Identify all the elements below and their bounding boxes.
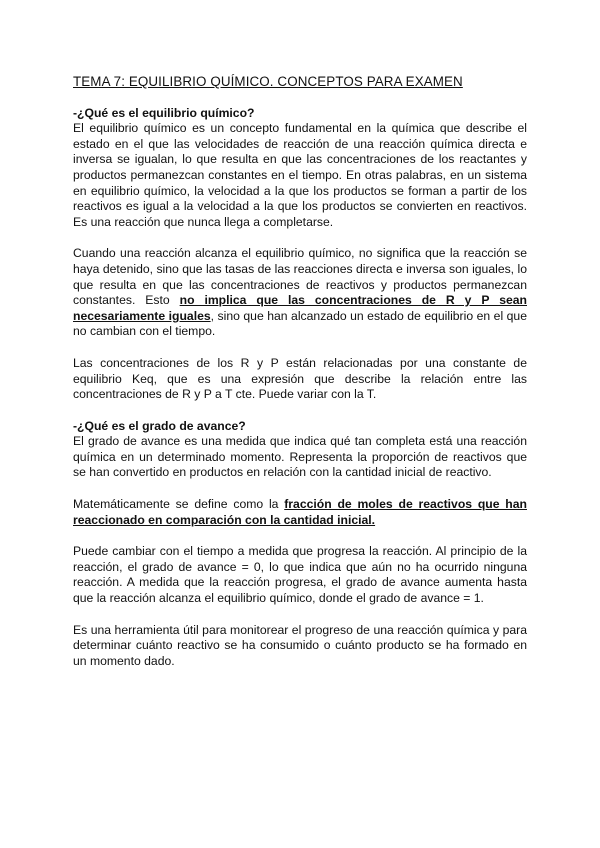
paragraph-equilibrio-no-detenido	[73, 246, 527, 340]
section-heading-equilibrio: -¿Qué es el equilibrio químico?	[73, 105, 255, 120]
emphasis-text: no implica que las concentraciones de R y P sean necesariamente iguales	[73, 293, 527, 323]
paragraph-text: , sino que han alcanzado un estado de equilibrio en el que no cambian con el tiempo.	[73, 308, 527, 339]
paragraph-constante-equilibrio: Las concentraciones de los R y P están relacionadas por una constante de equilibrio Keq, que es una expresión que describe la relación entre las concentraciones de R y P a T cte. Puede variar con la T.	[73, 355, 527, 402]
paragraph-equilibrio-definicion: El equilibrio químico es un concepto fundamental en la química que describe el estado en el que las velocidades de reacción de una reacción química directa e inversa se igualan, lo que resulta en que las concentraciones de los reactantes y productos permanezcan constantes en el tiempo. En otras palabras, en un sistema en equilibrio químico, la velocidad a la que los productos se forman a partir de los reactivos es igual a la velocidad a la que los productos se convierten en reactivos. Es una reacción que nunca llega a completarse.	[73, 121, 527, 229]
emphasis-text: fracción de moles de reactivos que han reaccionado en comparación con la cantidad inicial.	[73, 497, 527, 527]
paragraph-cambio-tiempo: Puede cambiar con el tiempo a medida que progresa la reacción. Al principio de la reacción, el grado de avance = 0, lo que indica que aún no ha ocurrido ninguna reacción. A medida que la reacción progresa, el grado de avance aumenta hasta que la reacción alcanza el equilibrio químico, donde el grado de avance = 1.	[73, 544, 527, 606]
document-page	[73, 74, 527, 685]
document-title: TEMA 7: EQUILIBRIO QUÍMICO. CONCEPTOS PARA EXAMEN	[73, 74, 463, 89]
paragraph-grado-avance-definicion: El grado de avance es una medida que indica qué tan completa está una reacción química en un determinado momento. Representa la proporción de reactivos que se han convertido en productos en relación con la cantidad inicial de reactivo.	[73, 434, 527, 480]
paragraph-text: Matemáticamente se define como la	[73, 497, 285, 512]
paragraph-herramienta-util: Es una herramienta útil para monitorear el progreso de una reacción química y para determinar cuánto reactivo se ha consumido o cuánto producto se ha formado en un momento dado.	[73, 622, 527, 668]
paragraph-definicion-matematica	[73, 497, 527, 528]
paragraph-text: Cuando una reacción alcanza el equilibrio químico, no significa que la reacción se haya detenido, sino que las tasas de las reacciones directa e inversa son iguales, lo que resulta en que las concentraciones de reactivos y productos permanezcan constantes. Esto	[73, 246, 527, 308]
section-heading-grado-avance: -¿Qué es el grado de avance?	[73, 418, 246, 433]
